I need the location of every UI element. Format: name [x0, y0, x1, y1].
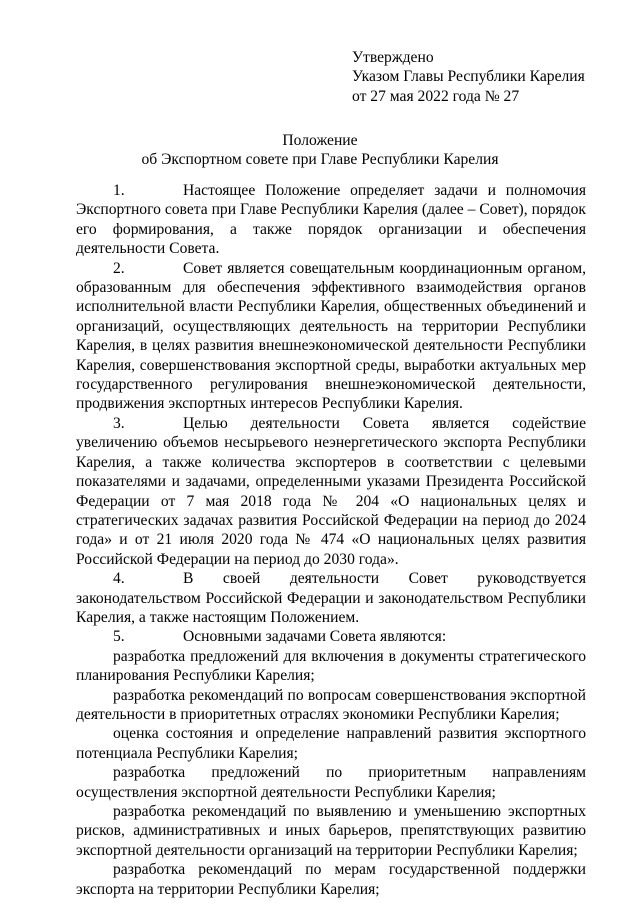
paragraph-number: 4. — [113, 570, 125, 588]
approval-line: Указом Главы Республики Карелия — [352, 68, 585, 86]
paragraph-text: Целью деятельности Совета является содействие увеличению объемов несырьевого неэнергетического экспорта Республики Карелия, а также количества экспортеров в соответствии с целевыми показателями и задачами, определенными указами Президента Российской Федерации от 7 мая 2018 года № 204 «О национальных целях и стратегических задачах развития Российской Федерации на период до 2024 года» и от 21 июля 2020 года № 474 «О национальных целях развития Российской Федерации на период до 2030 года». — [76, 414, 586, 568]
paragraph-text: В своей деятельности Совет руководствуется законодательством Российской Федерации и законодательством Республики Карелия, а также настоящим Положением. — [76, 570, 586, 626]
task-item: разработка рекомендаций по выявлению и уменьшению экспортных рисков, административных и иных барьеров, препятствующих развитию экспортной деятельности организаций на территории Республики Карелия; — [76, 803, 586, 859]
task-item: разработка предложений для включения в документы стратегического планирования Республики Карелия; — [76, 647, 586, 685]
paragraph-text: Основными задачами Совета являются: — [183, 628, 447, 646]
paragraph-number: 5. — [113, 628, 125, 646]
paragraph-text: Настоящее Положение определяет задачи и полномочия Экспортного совета при Главе Республики Карелия (далее – Совет), порядок его формирования, а также порядок организации и обеспечения деятельности Совета. — [76, 182, 586, 258]
numbered-paragraph — [76, 627, 586, 646]
title-line: Положение — [282, 132, 358, 149]
paragraph-text: Совет является совещательным координационным органом, образованным для обеспечения эффективного взаимодействия органов исполнительной власти Республики Карелия, общественных объединений и организаций, осуществляющих деятельность на территории Республики Карелия, в целях развития внешнеэкономической деятельности Республики Карелия, совершенствования экспортной среды, выработки актуальных мер государственного регулирования внешнеэкономической деятельности, продвижения экспортных интересов Республики Карелия. — [76, 259, 586, 413]
document-body — [76, 181, 586, 899]
numbered-paragraph — [76, 181, 586, 259]
paragraph-number: 1. — [113, 182, 125, 199]
approval-line: Утверждено — [352, 49, 434, 66]
approval-stamp — [352, 48, 585, 106]
paragraph-number: 3. — [113, 414, 125, 432]
title-line: об Экспортном совете при Главе Республики Карелия — [141, 151, 499, 169]
numbered-paragraph — [76, 569, 586, 627]
document-title — [0, 131, 640, 170]
numbered-paragraph — [76, 414, 586, 569]
approval-line: от 27 мая 2022 года № 27 — [352, 87, 520, 105]
paragraph-number: 2. — [113, 259, 125, 277]
task-item: разработка предложений по приоритетным направлениям осуществления экспортной деятельности Республики Карелия; — [76, 764, 586, 801]
task-item: разработка рекомендаций по вопросам совершенствования экспортной деятельности в приоритетных отраслях экономики Республики Карелия; — [76, 686, 586, 723]
task-item: разработка рекомендаций по мерам государственной поддержки экспорта на территории Республики Карелия; — [76, 861, 586, 898]
task-item: оценка состояния и определение направлений развития экспортного потенциала Республики Карелия; — [76, 725, 586, 762]
numbered-paragraph — [76, 259, 586, 414]
